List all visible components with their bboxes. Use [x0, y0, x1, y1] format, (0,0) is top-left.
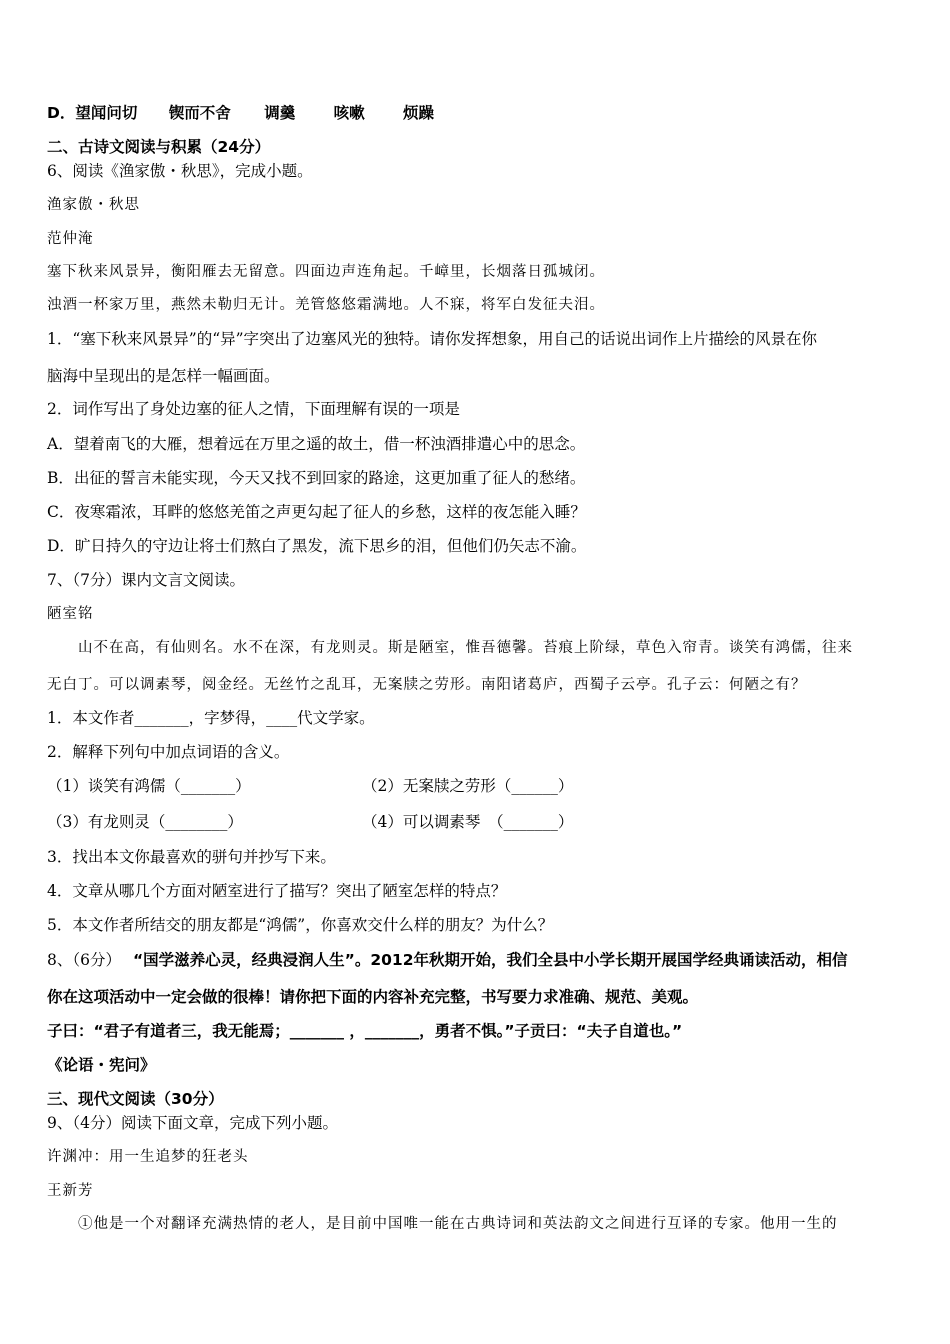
option-d-label: D．望闻问切: [47, 104, 138, 122]
article-author: 王新芳: [47, 1183, 94, 1199]
q9-prompt: 9、（4分）阅读下面文章，完成下列小题。: [47, 1114, 338, 1132]
prose-title: 陋室铭: [47, 606, 94, 622]
article-paragraph: ①他是一个对翻译充满热情的老人，是目前中国唯一能在古典诗词和英法韵文之间进行互译的专家。他用一生的: [78, 1216, 838, 1232]
section2-title: 二、古诗文阅读与积累（24分）: [47, 138, 271, 156]
q6-sub2: 2．词作写出了身处边塞的征人之情，下面理解有误的一项是: [47, 400, 460, 418]
explain-item: （3）有龙则灵（________）: [47, 813, 243, 831]
option-d-item: 调羹: [264, 104, 296, 122]
explain-item: （1）谈笑有鸿儒（_______）: [47, 777, 251, 795]
q7-sub3: 3．找出本文你最喜欢的骈句并抄写下来。: [47, 848, 336, 866]
q8-source: 《论语・宪问》: [47, 1056, 156, 1074]
poem-line: 浊酒一杯家万里，燕然未勒归无计。羌管悠悠霜满地。人不寐，将军白发征夫泪。: [47, 297, 605, 313]
q7-sub2: 2．解释下列句中加点词语的含义。: [47, 743, 290, 761]
choice-b: B．出征的誓言未能实现，今天又找不到回家的路途，这更加重了征人的愁绪。: [47, 469, 586, 487]
explain-item: （4）可以调素琴 （_______）: [362, 813, 574, 831]
option-d-item: 烦躁: [403, 104, 435, 122]
q6-prompt: 6、阅读《渔家傲・秋思》，完成小题。: [47, 162, 313, 180]
q6-sub1-cont: 脑海中呈现出的是怎样一幅画面。: [47, 367, 280, 385]
q8-line2: 你在这项活动中一定会做的很棒！请你把下面的内容补充完整，书写要力求准确、规范、美观。: [47, 988, 699, 1006]
choice-d: D．旷日持久的守边让将士们熬白了黑发，流下思乡的泪，但他们仍矢志不渝。: [47, 537, 587, 555]
choice-c: C．夜寒霜浓，耳畔的悠悠羌笛之声更勾起了征人的乡愁，这样的夜怎能入睡？: [47, 503, 586, 521]
q8-number: 8、（6分）: [47, 951, 121, 969]
poem-author: 范仲淹: [47, 231, 94, 247]
prose-text: 无白丁。可以调素琴，阅金经。无丝竹之乱耳，无案牍之劳形。南阳诸葛庐，西蜀子云亭。孔子云：何陋之有？: [47, 677, 807, 693]
explain-item: （2）无案牍之劳形（______）: [362, 777, 574, 795]
q8-intro: “国学滋养心灵，经典浸润人生”。2012年秋期开始，我们全县中小学长期开展国学经典诵读活动，相信: [132, 951, 848, 969]
option-d-row: [47, 103, 434, 123]
prose-text: 山不在高，有仙则名。水不在深，有龙则灵。斯是陋室，惟吾德馨。苔痕上阶绿，草色入帘青。谈笑有鸿儒，往来: [78, 640, 853, 656]
q6-sub1: 1．“塞下秋来风景异”的“异”字突出了边塞风光的独特。请你发挥想象，用自己的话说出词作上片描绘的风景在你: [47, 330, 818, 348]
option-d-item: 咳嗽: [333, 104, 365, 122]
poem-line: 塞下秋来风景异，衡阳雁去无留意。四面边声连角起。千嶂里，长烟落日孤城闭。: [47, 264, 605, 280]
q7-sub4: 4．文章从哪几个方面对陋室进行了描写？突出了陋室怎样的特点？: [47, 882, 507, 900]
q8-quote: 子曰：“君子有道者三，我无能焉；_______ ，_______，勇者不惧。”子贡曰：“夫子自道也。”: [47, 1022, 683, 1040]
q7-sub5: 5．本文作者所结交的朋友都是“鸿儒”，你喜欢交什么样的朋友？为什么？: [47, 916, 554, 934]
choice-a: A．望着南飞的大雁，想着远在万里之遥的故土，借一杯浊酒排遣心中的思念。: [47, 435, 586, 453]
option-d-item: 锲而不舍: [168, 104, 231, 122]
q8-line1: [47, 950, 848, 970]
q7-sub1: 1．本文作者_______，字梦得，____代文学家。: [47, 709, 375, 727]
poem-title: 渔家傲・秋思: [47, 197, 140, 213]
section3-title: 三、现代文阅读（30分）: [47, 1090, 224, 1108]
q7-prompt: 7、（7分）课内文言文阅读。: [47, 571, 245, 589]
article-title: 许渊冲：用一生追梦的狂老头: [47, 1149, 249, 1165]
